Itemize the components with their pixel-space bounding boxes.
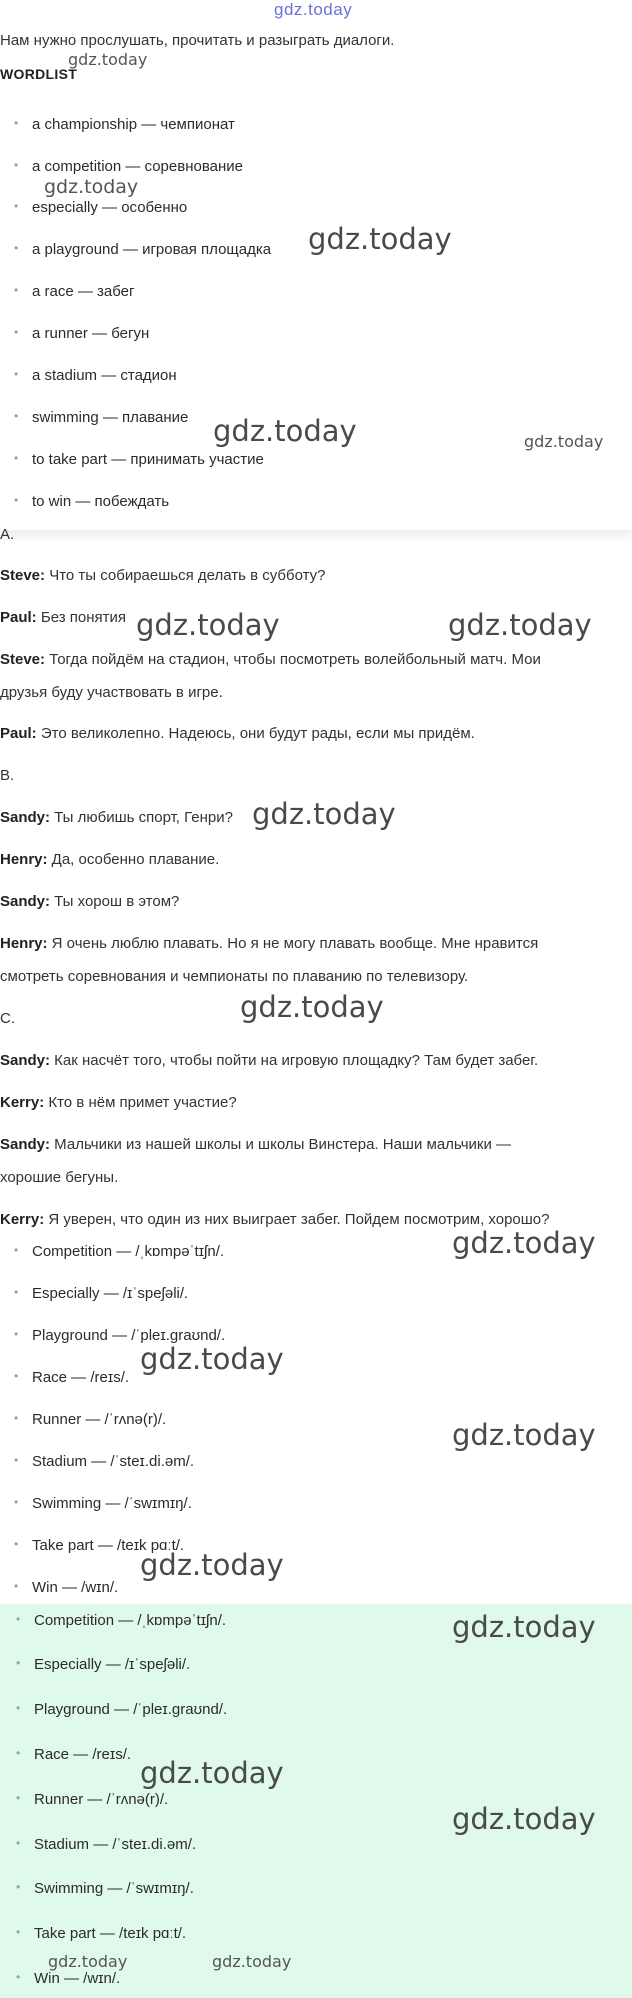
wordlist-panel	[0, 98, 632, 530]
dialogue-line: Kerry: Я уверен, что один из них выиграет забег. Пойдем посмотрим, хорошо?	[0, 1211, 550, 1228]
dialogue-line: хорошие бегуны.	[0, 1169, 119, 1186]
dialogue-line: Sandy: Ты хорош в этом?	[0, 893, 180, 910]
list-item: • Playground — /ˈpleɪ.graʊnd/.	[14, 1327, 207, 1344]
list-item: • Runner — /ˈrʌnə(r)/.	[16, 1791, 150, 1808]
list-item: • Runner — /ˈrʌnə(r)/.	[14, 1411, 148, 1428]
list-item: • Take part — /teɪk pɑːt/.	[16, 1925, 168, 1942]
dialogue-line: Sandy: Ты любишь спорт, Генри?	[0, 809, 233, 826]
site-logo[interactable]: gdz.today	[274, 0, 353, 19]
dialogue-line: Henry: Да, особенно плавание.	[0, 851, 220, 868]
watermark: gdz.today	[452, 1418, 596, 1452]
dialogue-b-label: B.	[0, 767, 15, 784]
watermark: gdz.today	[136, 608, 280, 642]
watermark: gdz.today	[452, 1610, 596, 1644]
list-item: • Playground — /ˈpleɪ.graʊnd/.	[16, 1701, 209, 1718]
list-item: • a competition — соревнование	[14, 158, 225, 175]
list-item: • Swimming — /ˈswɪmɪŋ/.	[14, 1495, 174, 1512]
list-item: • Stadium — /ˈsteɪ.di.əm/.	[16, 1836, 178, 1853]
watermark: gdz.today	[452, 1802, 596, 1836]
dialogue-line: Sandy: Как насчёт того, чтобы пойти на игровую площадку? Там будет забег.	[0, 1052, 539, 1069]
watermark: gdz.today	[252, 797, 396, 831]
list-item: • Race — /reɪs/.	[16, 1746, 113, 1763]
list-item: • a championship — чемпионат	[14, 116, 217, 133]
list-item: • Especially — /ɪˈspeʃəli/.	[14, 1285, 170, 1302]
intro-text: Нам нужно прослушать, прочитать и разыграть диалоги.	[0, 32, 395, 49]
list-item: • a runner — бегун	[14, 325, 131, 342]
list-item: • Stadium — /ˈsteɪ.di.əm/.	[14, 1453, 176, 1470]
watermark: gdz.today	[240, 990, 384, 1024]
dialogue-c-label: C.	[0, 1010, 15, 1027]
dialogue-line: Steve: Что ты собираешься делать в субботу?	[0, 567, 326, 584]
list-item: • Take part — /teɪk pɑːt/.	[14, 1537, 166, 1554]
dialogue-line: друзья буду участвовать в игре.	[0, 684, 223, 701]
watermark: gdz.today	[213, 414, 357, 448]
wordlist-heading: WORDLIST	[0, 66, 78, 82]
list-item: • Win — /wɪn/.	[14, 1579, 100, 1596]
dialogue-line: смотреть соревнования и чемпионаты по плаванию по телевизору.	[0, 968, 469, 985]
watermark: gdz.today	[140, 1756, 284, 1790]
watermark: gdz.today	[212, 1952, 292, 1971]
dialogue-line: Sandy: Мальчики из нашей школы и школы Винстера. Наши мальчики —	[0, 1136, 512, 1153]
dialogue-line: Paul: Это великолепно. Надеюсь, они будут рады, если мы придём.	[0, 725, 475, 742]
dialogue-line: Paul: Без понятия	[0, 609, 126, 626]
highlighted-answer-block	[0, 1604, 632, 1998]
list-item: • Race — /reɪs/.	[14, 1369, 111, 1386]
dialogue-line: Henry: Я очень люблю плавать. Но я не могу плавать вообще. Мне нравится	[0, 935, 539, 952]
list-item: • Swimming — /ˈswɪmɪŋ/.	[16, 1880, 176, 1897]
list-item: • a race — забег	[14, 283, 116, 300]
watermark: gdz.today	[44, 176, 139, 198]
watermark: gdz.today	[48, 1952, 128, 1971]
list-item: • Especially — /ɪˈspeʃəli/.	[16, 1656, 172, 1673]
list-item: • a playground — игровая площадка	[14, 241, 253, 258]
list-item: • especially — особенно	[14, 199, 169, 216]
list-item: • swimming — плавание	[14, 409, 170, 426]
watermark: gdz.today	[140, 1342, 284, 1376]
dialogue-line: Kerry: Кто в нём примет участие?	[0, 1094, 237, 1111]
list-item: • Win — /wɪn/.	[16, 1970, 102, 1987]
watermark: gdz.today	[308, 222, 452, 256]
dialogue-line: Steve: Тогда пойдём на стадион, чтобы посмотреть волейбольный матч. Мои	[0, 651, 541, 668]
watermark: gdz.today	[452, 1226, 596, 1260]
list-item: • a stadium — стадион	[14, 367, 159, 384]
list-item: • to win — побеждать	[14, 493, 151, 510]
list-item: • to take part — принимать участие	[14, 451, 246, 468]
watermark: gdz.today	[524, 432, 604, 451]
watermark: gdz.today	[448, 608, 592, 642]
watermark: gdz.today	[140, 1548, 284, 1582]
list-item: • Competition — /ˌkɒmpəˈtɪʃn/.	[14, 1243, 206, 1260]
watermark: gdz.today	[68, 50, 148, 69]
list-item: • Competition — /ˌkɒmpəˈtɪʃn/.	[16, 1612, 208, 1629]
dialogue-a-label: A.	[0, 526, 15, 543]
